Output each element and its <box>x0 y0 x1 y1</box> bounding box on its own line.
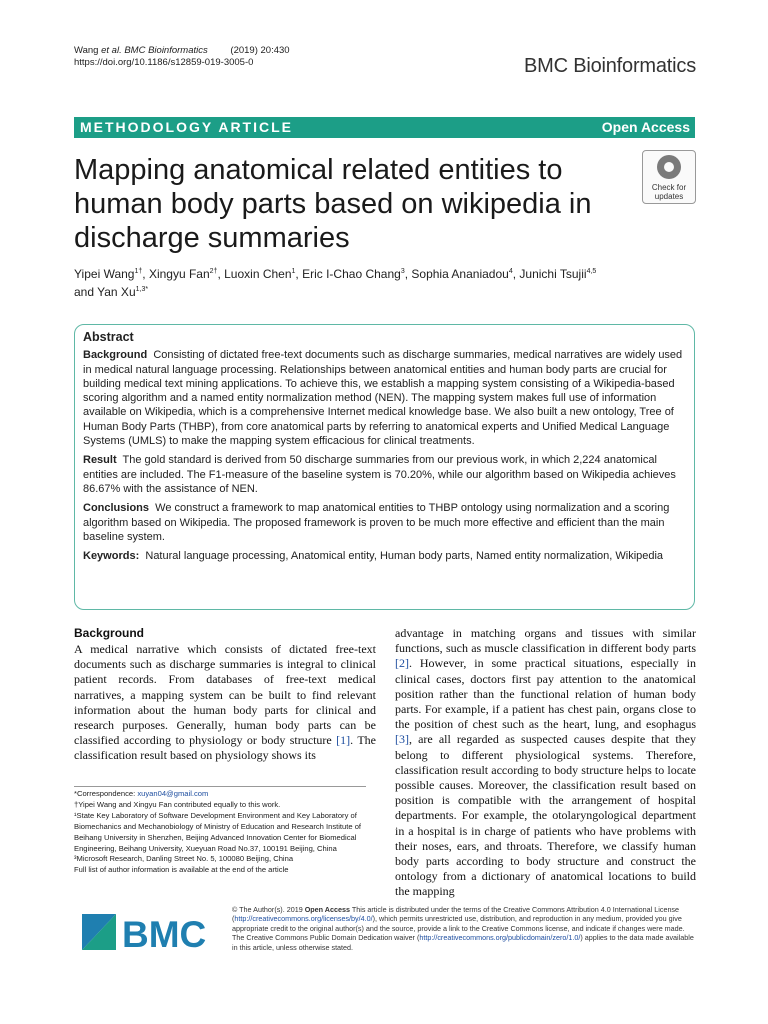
correspondence: *Correspondence: xuyan04@gmail.com <box>74 789 209 798</box>
section-heading-background: Background <box>74 626 145 640</box>
license-link[interactable]: http://creativecommons.org/licenses/by/4.0/ <box>234 914 373 924</box>
author: Yipei Wang$^{1\dagger}$ <box>74 267 143 281</box>
doi-link[interactable]: https://doi.org/10.1186/s12859-019-3005-0 <box>74 57 254 68</box>
body-text: . However, in some practical situations, especially in clinical cases, doctors first pay attention to the anatomical position rather than the functional relation of human body parts. For example, if a patient has chest pain, organs close to the position of chest such as the heart, lung, and esophagus <box>395 656 696 732</box>
body-text: A medical narrative which consists of dictated free-text documents such as discharge summaries is integral to clinical patient records. From databases of free-text medical narratives, a mapping system can be built to find relevant information about the human body parts for clinical and research purposes. Generally, human body parts can be classified according to physiology or body structure <box>74 642 376 748</box>
abstract-result: Result The gold standard is derived from 50 discharge summaries from our previous work, in which 2,224 anatomical entities are included. The F1-measure of the baseline system is 70.20%, while our algorithm based on Wikipedia achieves 86.67% with the assistance of NEN. <box>83 454 676 495</box>
public-domain-link[interactable]: http://creativecommons.org/publicdomain/zero/1.0/ <box>419 933 581 943</box>
article-type-label: METHODOLOGY ARTICLE <box>80 119 293 135</box>
abstract-background: Background Consisting of dictated free-text documents such as discharge summaries, medical narratives are widely used in medical natural language processing. Relationships between anatomical entities and human body parts are crucial for building medical text mining applications. To achieve this, we establish a mapping system consisting of a Wikipedia-based scoring algorithm and a named entity normalization method (NEN). The mapping system makes full use of information available on Wikipedia, which is a comprehensive Internet medical knowledge base. We also built a new ontology, Tree of Human Body Parts (THBP), from core anatomical parts by referring to anatomical experts and Unified Medical Language Systems (UMLS) to make the mapping system efficacious for clinical treatments. <box>83 349 683 448</box>
abstract-box <box>74 324 695 610</box>
check-for-updates-badge[interactable] <box>642 150 696 204</box>
body-column-right <box>395 626 696 900</box>
author: Eric I-Chao Chang$^3$ <box>302 267 405 281</box>
body-text: , are all regarded as suspected causes despite that they belong to different physiological systems. Therefore, classification result according to body structure helps to locate possible causes. Moreover, the classification result based on position is compatible with the arrangement of hospital departments. For example, the otolaryngological department in a hospital is in charge of patients who have problems with their noses, ears, and throats. Therefore, we classify human body parts according to body structure and construct the ontology from a dictionary of anatomical locations to build the mapping <box>395 732 696 899</box>
citation-author: Wang <box>74 45 99 56</box>
body-text: advantage in matching organs and tissues with similar functions, such as muscle classification in different body parts <box>395 626 696 656</box>
abstract-conclusions: Conclusions We construct a framework to map anatomical entities to THBP ontology using normalization and a scoring algorithm based on Wikipedia. The proposed framework is proven to be much more effective and efficient than the main baseline system. <box>83 502 670 543</box>
author: Xingyu Fan$^{2\dagger}$ <box>148 267 218 281</box>
abstract-heading: Abstract <box>83 330 134 344</box>
body-column-left <box>74 626 376 764</box>
article-type-banner <box>74 117 695 138</box>
article-title: Mapping anatomical related entities to human body parts based on wikipedia in discharge summaries <box>74 154 592 254</box>
author-list: Yipei Wang$^{1\dagger}$, Xingyu Fan$^{2\dagger}$, Luoxin Chen$^1$, Eric I-Chao Chang$^3$, Sophia Ananiadou$^4$, Junichi Tsujii$^{4,5}$ and Yan $Xu^{1,3*}$ <box>74 267 597 299</box>
body-text: . The classification result based on physiology shows its <box>74 733 376 763</box>
author: Luoxin Chen$^1$ <box>224 267 296 281</box>
citation-etal: et al. BMC Bioinformatics <box>101 45 208 56</box>
affiliation-1: ¹State Key Laboratory of Software Development Environment and Key Laboratory of Biomechanics and Mechanobiology of Ministry of Education and Research Institute of Beihang University in Shenzhen, Beijing Advanced Innovation Center for Biomedical Engineering, Beihang University, Xueyuan Road No.37, 100191 Beijing, China <box>74 810 362 853</box>
citation-ref[interactable]: [2] <box>395 656 409 671</box>
abstract-keywords: Keywords: Natural language processing, Anatomical entity, Human body parts, Named entity normalization, Wikipedia <box>83 550 664 563</box>
open-access-label: Open Access <box>601 119 690 135</box>
affiliation-3: ³Microsoft Research, Danling Street No. 5, 100080 Beijing, China <box>74 854 294 864</box>
journal-name: BMC Bioinformatics <box>524 55 696 77</box>
author: Sophia Ananiadou$^4$ <box>411 267 513 281</box>
author: and Yan $Xu^{1,3*}$ <box>74 285 149 299</box>
equal-contribution-note: †Yipei Wang and Xingyu Fan contributed equally to this work. <box>74 799 281 809</box>
citation-ref[interactable]: [3] <box>395 732 409 747</box>
bmc-logo <box>80 910 210 955</box>
citation-year: (2019) 20:430 <box>230 45 290 56</box>
license-text: © The Author(s). 2019 Open Access This article is distributed under the terms of the Creative Commons Attribution 4.0 International License (http://creativecommons.org/licenses/by/4.0/), which permits unrestricted use, distribution, and reproduction in any medium, provided you give appropriate credit to the original author(s) and the source, provide a link to the Creative Commons license, and indicate if changes were made. The Creative Commons Public Domain Dedication waiver (http://creativecommons.org/publicdomain/zero/1.0/) applies to the data made available in this article, unless otherwise stated. <box>232 905 694 952</box>
footnotes <box>74 786 366 876</box>
citation-ref[interactable]: [1] <box>336 733 351 748</box>
author: Junichi Tsujii$^{4,5}$ <box>519 267 597 281</box>
badge-line2: updates <box>654 192 684 201</box>
badge-line1: Check for <box>651 183 687 192</box>
check-updates-icon <box>657 155 681 179</box>
correspondence-email[interactable]: xuyan04@gmail.com <box>137 789 209 798</box>
badge-text <box>643 183 695 201</box>
bmc-logo-text: BMC <box>122 914 207 955</box>
full-author-info-note: Full list of author information is available at the end of the article <box>74 865 289 875</box>
